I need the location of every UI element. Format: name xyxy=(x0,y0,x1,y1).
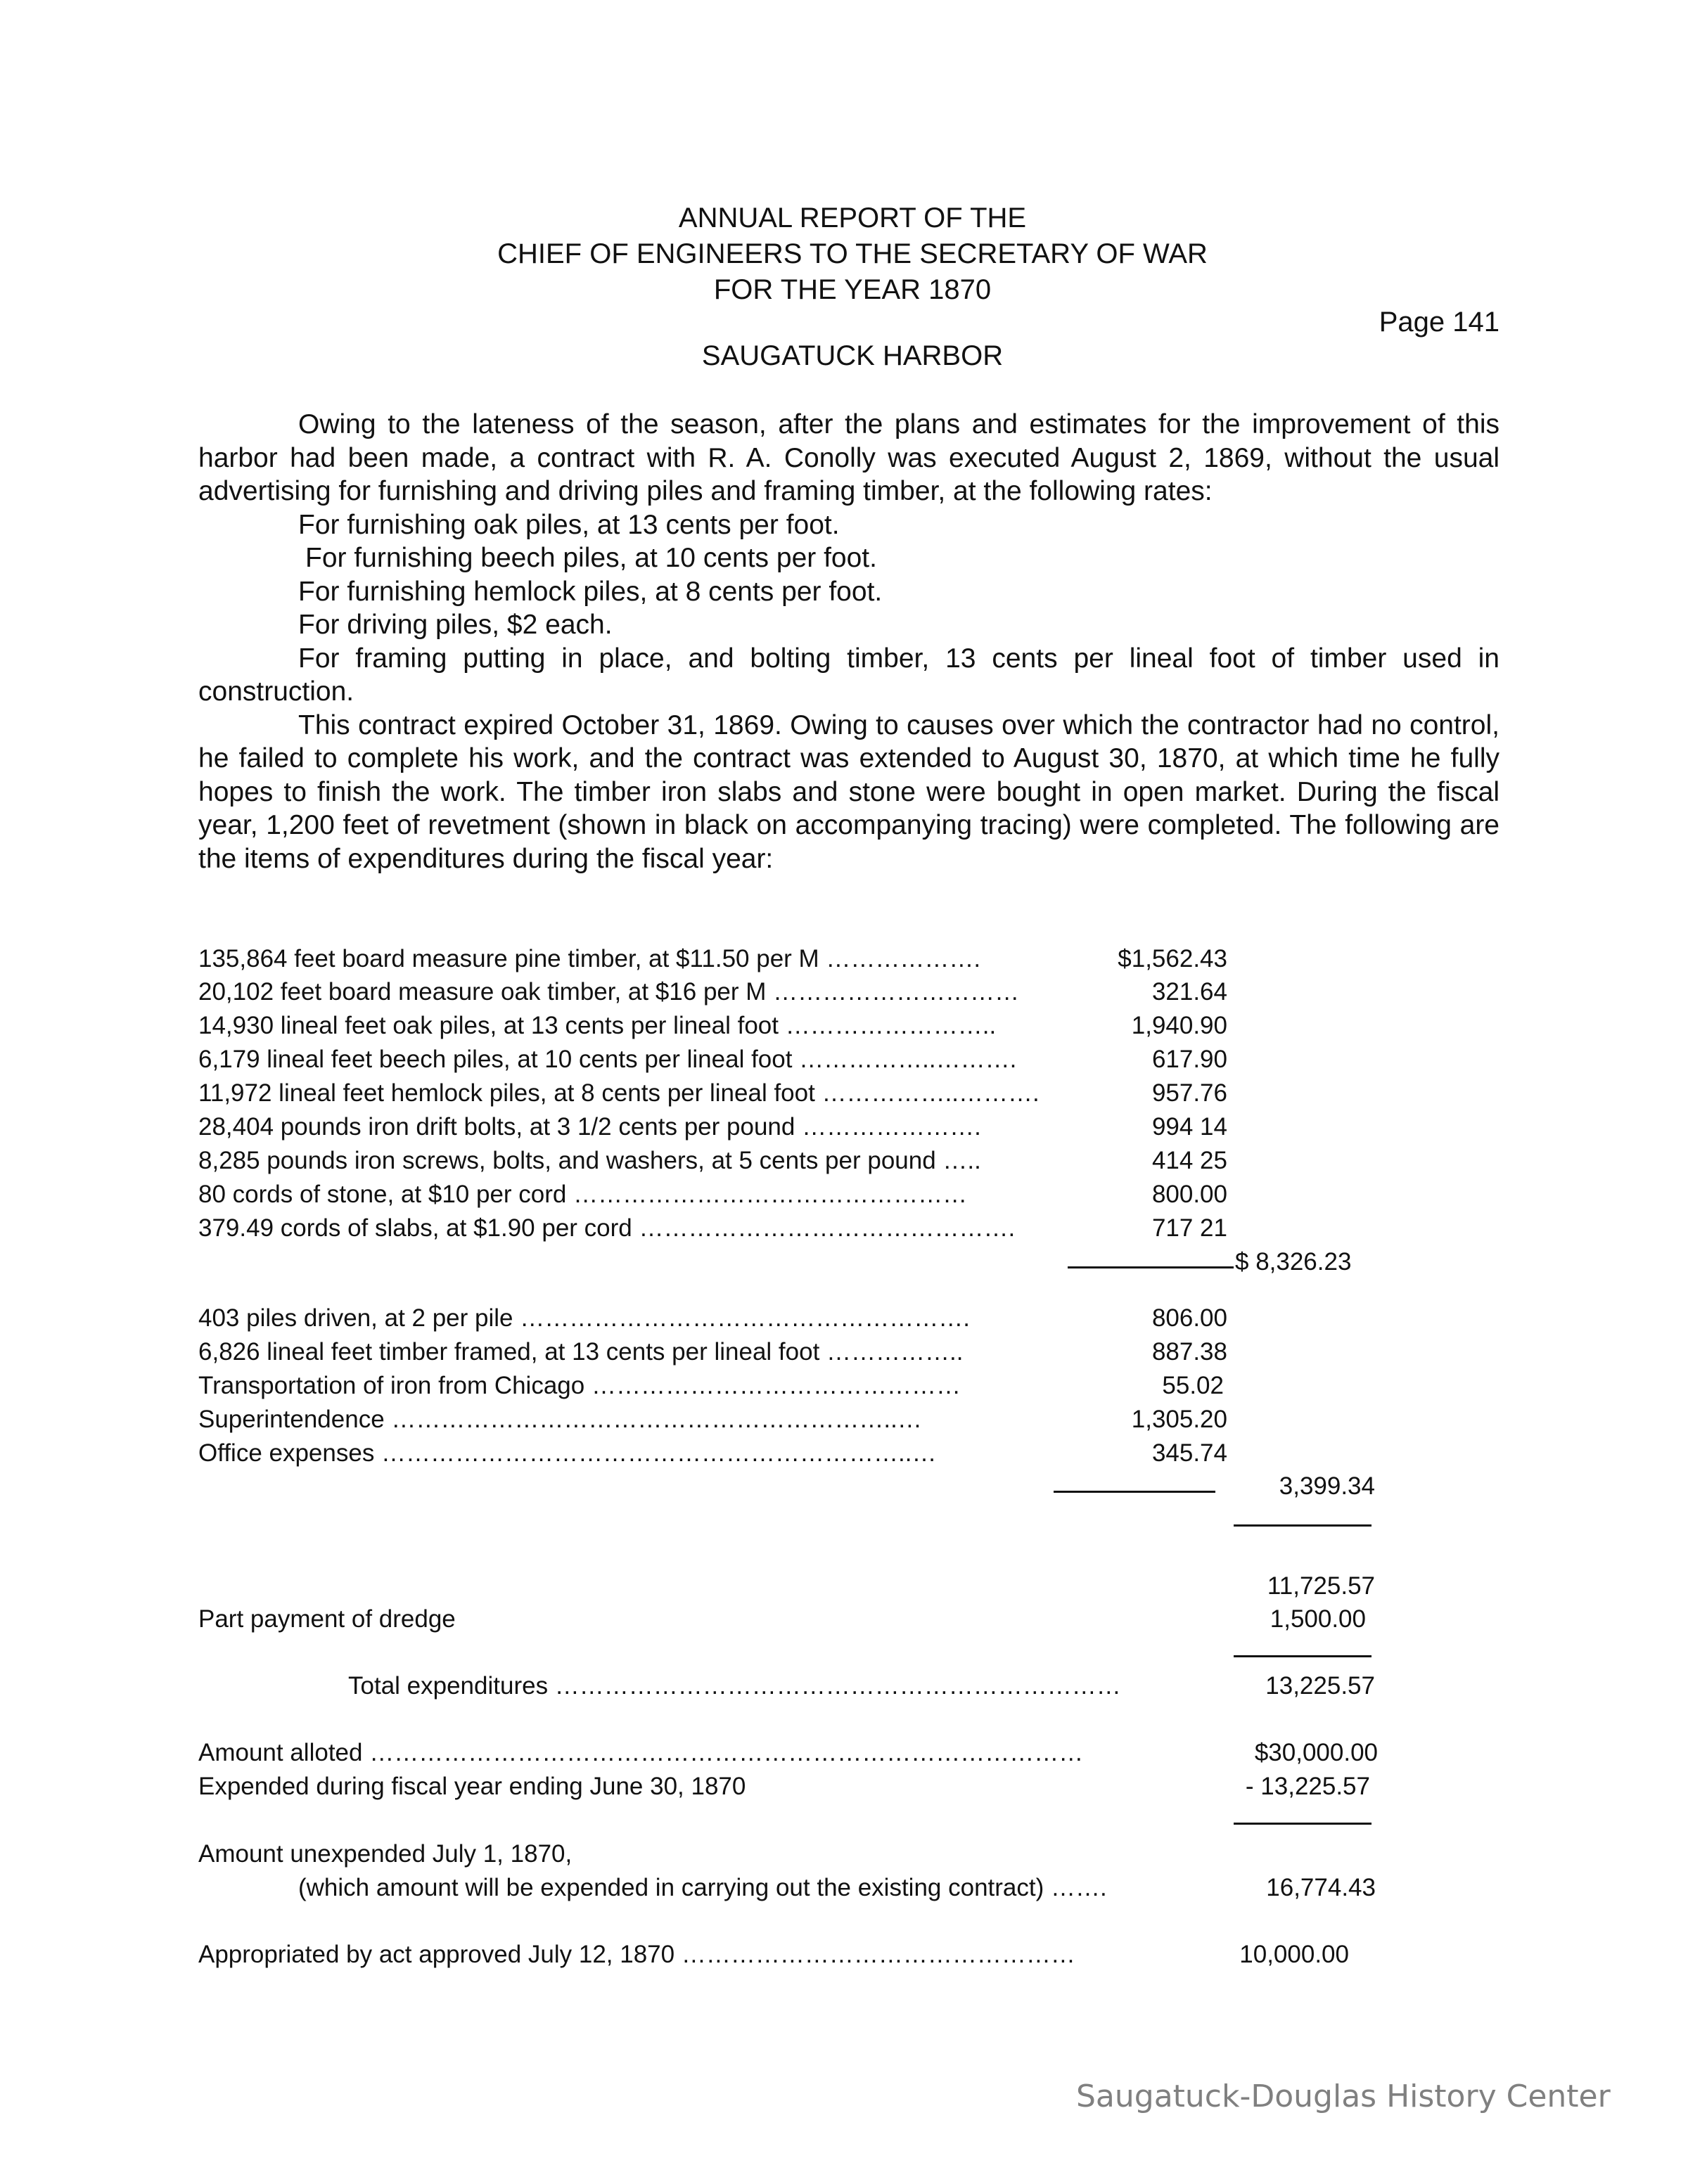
total-label: Total expenditures …………………………………………………………… xyxy=(348,1672,1121,1700)
subtotal-rule xyxy=(1054,1491,1215,1493)
expense-amount: 1,940.90 xyxy=(1131,1012,1227,1039)
allotted-label: Amount alloted …………………………………………………………………………… xyxy=(198,1739,1084,1766)
report-title-line-3: FOR THE YEAR 1870 xyxy=(713,274,992,305)
expense-row: 11,972 lineal feet hemlock piles, at 8 cents per lineal foot ……………..………. xyxy=(198,1079,1040,1107)
rate-framing: For framing putting in place, and bolting timber, 13 cents per lineal foot of timber used in construction. xyxy=(198,643,1500,707)
labor-subtotal: 3,399.34 xyxy=(1279,1472,1375,1500)
expense-amount: $1,562.43 xyxy=(1118,945,1227,972)
materials-subtotal: $ 8,326.23 xyxy=(1235,1248,1352,1276)
intro-paragraph: Owing to the lateness of the season, after the plans and estimates for the improvement of this harbor had been made, a contract with R. A. Conolly was executed August 2, 1869, without the usual advertising for furnishing and driving piles and framing timber, at the following rates: xyxy=(198,409,1500,506)
history-center-watermark: Saugatuck-Douglas History Center xyxy=(1076,2079,1611,2114)
expense-row: 14,930 lineal feet oak piles, at 13 cents per lineal foot …………………….. xyxy=(198,1012,997,1039)
expense-row: 28,404 pounds iron drift bolts, at 3 1/2 cents per pound …………………. xyxy=(198,1113,981,1141)
unexpended-rule xyxy=(1234,1823,1372,1825)
total-amount: 13,225.57 xyxy=(1265,1672,1375,1700)
expense-row: Transportation of iron from Chicago ……………………………………… xyxy=(198,1372,961,1399)
expense-row: 6,826 lineal feet timber framed, at 13 cents per lineal foot …………….. xyxy=(198,1338,964,1366)
expense-amount: 957.76 xyxy=(1151,1079,1227,1107)
contract-paragraph: This contract expired October 31, 1869. Owing to causes over which the contractor had no control, he failed to complete his work, and the contract was extended to August 30, 1870, at which time he fully hopes to finish the work. The timber iron slabs and stone were bought in open market. During the fiscal year, 1,200 feet of revetment (shown in black on accompanying tracing) were completed. The following are the items of expenditures during the fiscal year: xyxy=(198,709,1500,874)
rate-beech: For furnishing beech piles, at 10 cents per foot. xyxy=(305,543,877,573)
expense-row: 80 cords of stone, at $10 per cord ………………………………………… xyxy=(198,1181,968,1208)
expense-amount: 887.38 xyxy=(1151,1338,1227,1366)
appropriated-amount: 10,000.00 xyxy=(1239,1941,1349,1968)
dredge-label: Part payment of dredge xyxy=(198,1605,456,1633)
unexpended-amount: 16,774.43 xyxy=(1266,1874,1376,1901)
expense-row: 379.49 cords of slabs, at $1.90 per cord ………………………………………. xyxy=(198,1214,1016,1242)
page-number: Page 141 xyxy=(1379,307,1500,338)
sum-amount: 11,725.57 xyxy=(1267,1572,1375,1600)
expense-amount: 800.00 xyxy=(1151,1181,1227,1208)
unexpended-label: Amount unexpended July 1, 1870, xyxy=(198,1840,573,1868)
unexpended-note: (which amount will be expended in carrying out the existing contract) ……. xyxy=(298,1874,1107,1901)
expense-amount: 617.90 xyxy=(1151,1046,1227,1073)
expense-amount: 414 25 xyxy=(1151,1147,1227,1174)
rate-driving: For driving piles, $2 each. xyxy=(298,610,613,640)
expense-row: 135,864 feet board measure pine timber, at $11.50 per M ………………. xyxy=(198,945,981,972)
dredge-amount: 1,500.00 xyxy=(1270,1605,1366,1633)
expended-amount: - 13,225.57 xyxy=(1245,1773,1370,1800)
expense-amount: 345.74 xyxy=(1151,1439,1227,1467)
report-title-line-2: CHIEF OF ENGINEERS TO THE SECRETARY OF WAR xyxy=(497,238,1208,269)
subtotal-rule xyxy=(1068,1266,1234,1268)
appropriated-label: Appropriated by act approved July 12, 1870 ………………………………………… xyxy=(198,1941,1075,1968)
allotted-amount: $30,000.00 xyxy=(1254,1739,1378,1766)
intro-section xyxy=(198,408,1500,875)
expended-label: Expended during fiscal year ending June 30, 1870 xyxy=(198,1773,746,1800)
expense-row: Superintendence ……………………………………………………..… xyxy=(198,1406,922,1433)
expense-amount: 1,305.20 xyxy=(1131,1406,1227,1433)
expense-amount: 321.64 xyxy=(1151,978,1227,1006)
sum-rule xyxy=(1234,1524,1372,1527)
expense-amount: 806.00 xyxy=(1151,1304,1227,1332)
expense-amount: 55.02 xyxy=(1162,1372,1224,1399)
expense-row: 403 piles driven, at 2 per pile ………………………………………………. xyxy=(198,1304,970,1332)
expense-row: 8,285 pounds iron screws, bolts, and washers, at 5 cents per pound ….. xyxy=(198,1147,981,1174)
report-title-line-1: ANNUAL REPORT OF THE xyxy=(678,203,1027,233)
expense-row: 6,179 lineal feet beech piles, at 10 cents per lineal foot ……………..………. xyxy=(198,1046,1017,1073)
total-rule xyxy=(1234,1655,1372,1657)
rate-oak: For furnishing oak piles, at 13 cents per foot. xyxy=(298,509,840,540)
rate-hemlock: For furnishing hemlock piles, at 8 cents per foot. xyxy=(298,576,883,607)
expense-row: 20,102 feet board measure oak timber, at $16 per M ………………………… xyxy=(198,978,1020,1006)
expense-amount: 717 21 xyxy=(1151,1214,1227,1242)
expense-amount: 994 14 xyxy=(1151,1113,1227,1141)
expense-row: Office expenses ………………………………………………………..… xyxy=(198,1439,937,1467)
section-title: SAUGATUCK HARBOR xyxy=(701,340,1004,371)
